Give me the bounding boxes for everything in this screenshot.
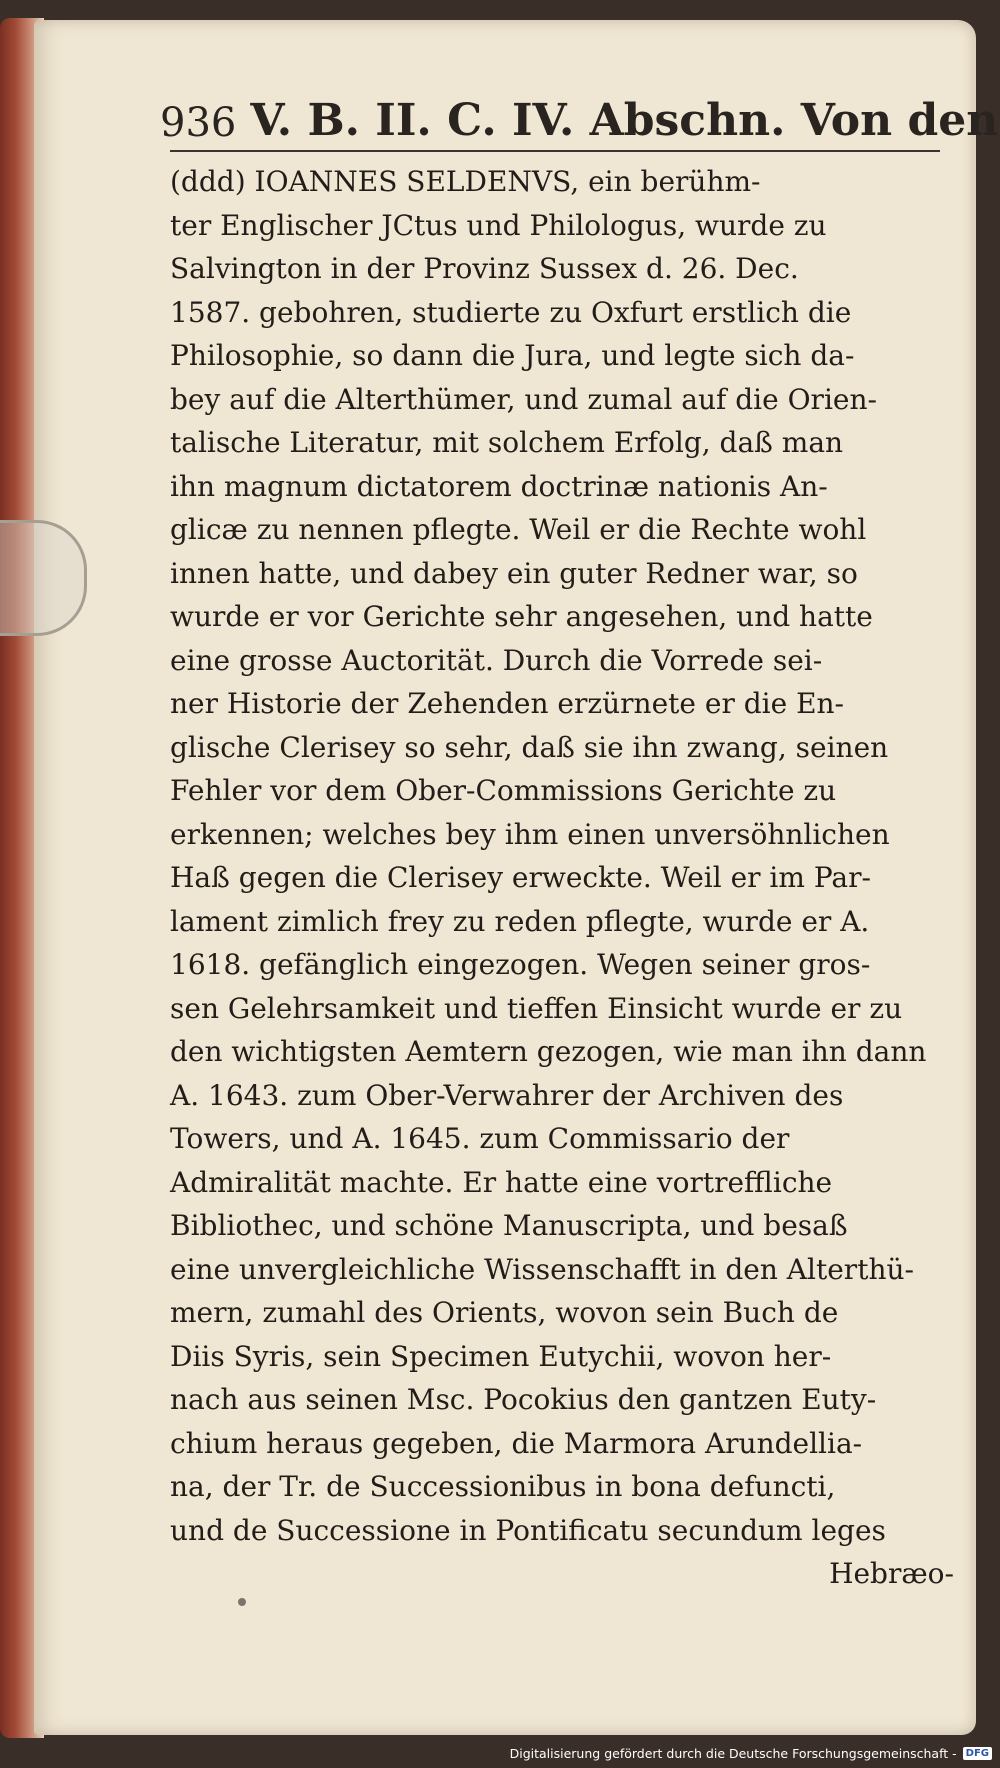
running-header	[160, 74, 999, 146]
dfg-logo-icon: DFG	[963, 1747, 992, 1760]
text-line: Diis Syris, sein Specimen Eutychii, wovon her-	[170, 1339, 832, 1373]
text-line: den wichtigsten Aemtern gezogen, wie man ihn dann	[170, 1035, 927, 1068]
catchword: Hebræo-	[829, 1557, 954, 1590]
page-clip-tab	[0, 520, 87, 636]
text-line: eine grosse Auctorität. Durch die Vorrede sei-	[170, 643, 823, 677]
text-line: Haß gegen die Clerisey erweckte. Weil er im Par-	[170, 861, 871, 894]
text-line: talische Literatur, mit solchem Erfolg, daß man	[170, 426, 844, 459]
text-line: na, der Tr. de Successionibus in bona defuncti,	[170, 1470, 836, 1503]
text-line: eine unvergleichliche Wissenschafft in den Alterthü-	[170, 1252, 914, 1286]
text-line: Salvington in der Provinz Sussex d. 26. Dec.	[170, 252, 799, 285]
text-line: wurde er vor Gerichte sehr angesehen, und hatte	[170, 600, 873, 633]
text-line: lament zimlich frey zu reden pflegte, wurde er A.	[170, 904, 870, 938]
text-line: sen Gelehrsamkeit und tieffen Einsicht wurde er zu	[170, 991, 903, 1025]
text-line: ner Historie der Zehenden erzürnete er die En-	[170, 687, 845, 720]
text-line: Bibliothec, und schöne Manuscripta, und besaß	[170, 1209, 848, 1242]
ink-spot	[238, 1598, 246, 1606]
text-line: und de Successione in Pontificatu secundum leges	[170, 1513, 886, 1547]
text-line: bey auf die Alterthümer, und zumal auf die Orien-	[170, 382, 877, 416]
text-line: Philosophie, so dann die Jura, und legte sich da-	[170, 339, 855, 372]
text-line: innen hatte, und dabey ein guter Redner war, so	[170, 556, 858, 590]
text-line: glische Clerisey so sehr, daß sie ihn zwang, seinen	[170, 730, 889, 764]
text-line: glicæ zu nennen pflegte. Weil er die Rechte wohl	[170, 513, 867, 546]
text-line: A. 1643. zum Ober-Verwahrer der Archiven des	[170, 1078, 844, 1112]
text-line: (ddd) IOANNES SELDENVS, ein berühm-	[170, 165, 761, 198]
text-line: erkennen; welches bey ihm einen unversöhnlichen	[170, 817, 890, 851]
text-line: Fehler vor dem Ober-Commissions Gerichte zu	[170, 774, 837, 807]
text-line: chium heraus gegeben, die Marmora Arundellia-	[170, 1426, 863, 1460]
credit-text: Digitalisierung gefördert durch die Deutsche Forschungsgemeinschaft -	[509, 1745, 957, 1761]
digitization-credit	[510, 1742, 992, 1764]
text-line: nach aus seinen Msc. Pocokius den gantzen Euty-	[170, 1383, 877, 1416]
text-line: Admiralität machte. Er hatte eine vortreffliche	[170, 1165, 833, 1199]
text-line: 1587. gebohren, studierte zu Oxfurt erstlich die	[170, 295, 852, 329]
running-title: V. B. II. C. IV. Abschn. Von den	[250, 95, 999, 146]
text-line: ihn magnum dictatorem doctrinæ nationis An-	[170, 469, 828, 503]
text-line: mern, zumahl des Orients, wovon sein Buch de	[170, 1296, 839, 1329]
footnote-text	[170, 160, 960, 1596]
text-line: 1618. gefänglich eingezogen. Wegen seiner gros-	[170, 948, 871, 981]
page-number: 936	[160, 100, 237, 146]
header-rule	[170, 150, 940, 152]
text-line: ter Englischer JCtus und Philologus, wurde zu	[170, 208, 827, 242]
text-line: Towers, und A. 1645. zum Commissario der	[170, 1122, 790, 1155]
